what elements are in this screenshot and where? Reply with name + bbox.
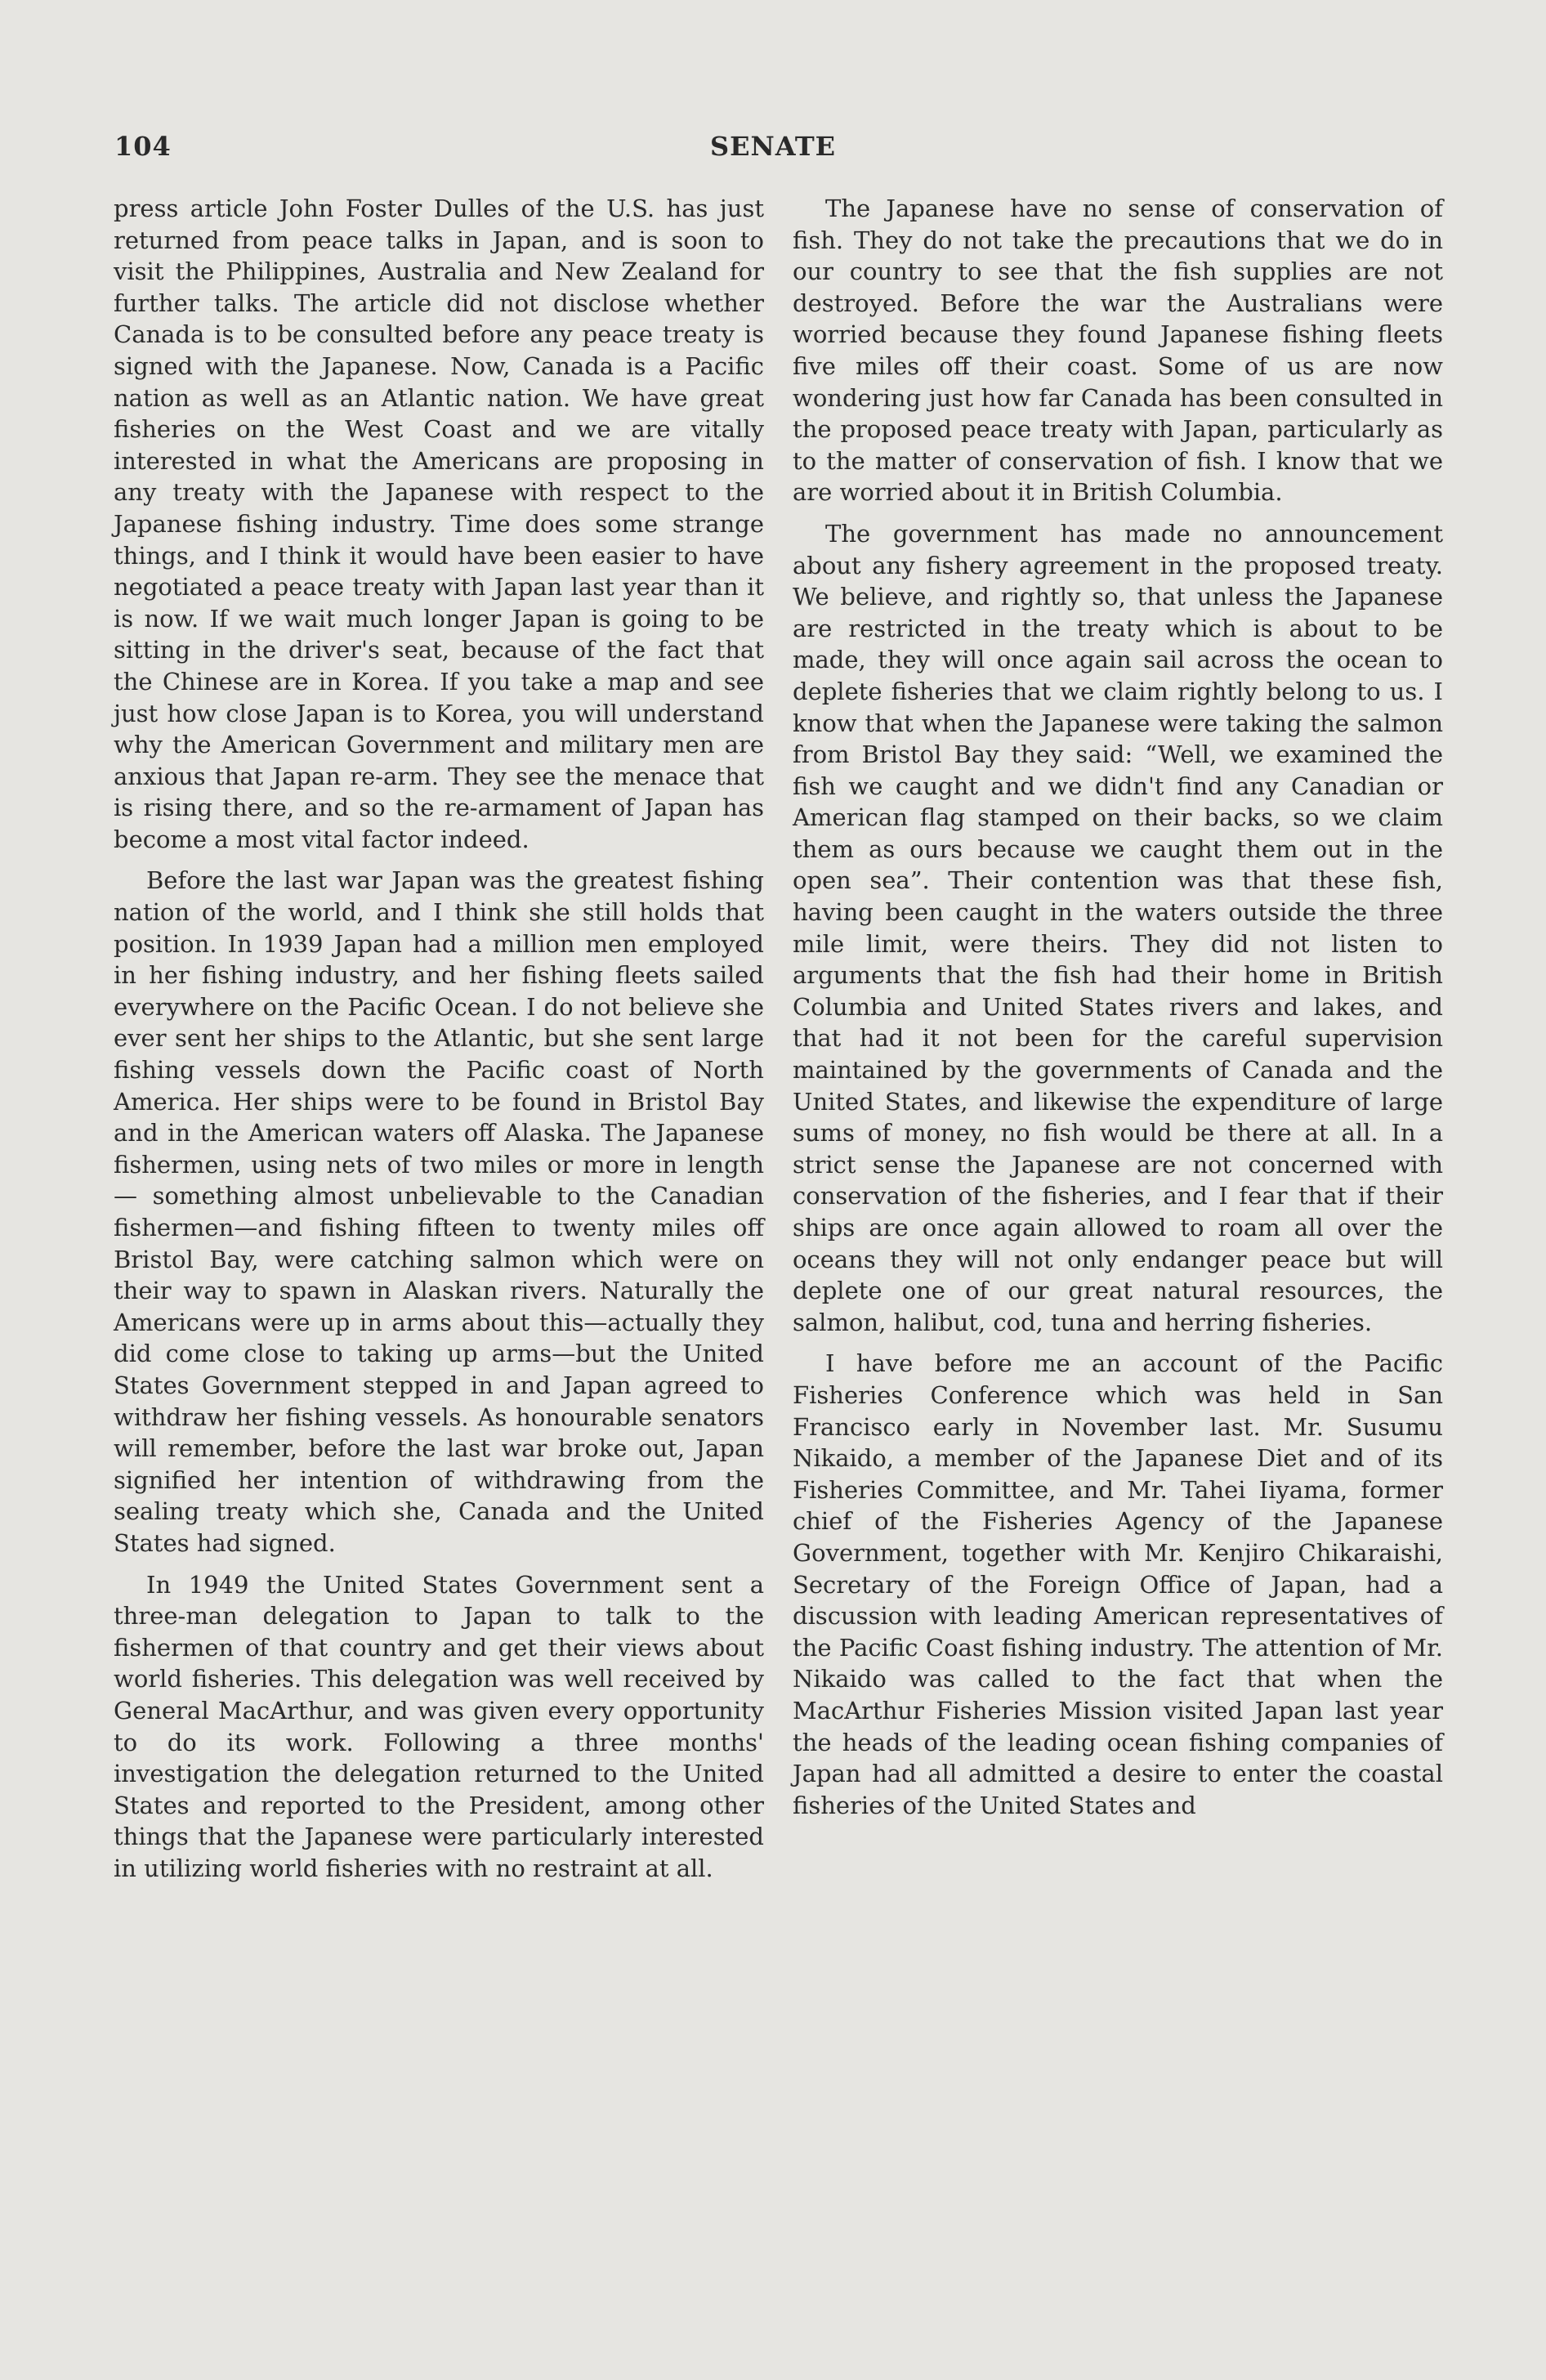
paragraph: press article John Foster Dulles of the U.S. has just returned from peace talks in Japan, and is soon to visit the Philippines, Australia and New Zealand for further talks. The article did not disclose whether Canada is to be consulted before any peace treaty is signed with the Japanese. Now, Canada is a Pacific nation as well as an Atlantic nation. We have great fisheries on the West Coast and we are vitally interested in what the Americans are proposing in any treaty with the Japanese with respect to the Japanese fishing industry. Time does some strange things, and I think it would have been easier to have negotiated a peace treaty with Japan last year than it is now. If we wait much longer Japan is going to be sitting in the driver's seat, because of the fact that the Chinese are in Korea. If you take a map and see just how close Japan is to Korea, you will understand why the American Government and military men are anxious that Japan re-arm. They see the menace that is rising there, and so the re-armament of Japan has become a most vital factor indeed. <box>114 195 764 853</box>
paragraph: The government has made no announcement about any fishery agreement in the proposed treaty. We believe, and rightly so, that unless the Japanese are restricted in the treaty which is about to be made, they will once again sail across the ocean to deplete fisheries that we claim rightly belong to us. I know that when the Japanese were taking the salmon from Bristol Bay they said: “Well, we examined the fish we caught and we didn't find any Canadian or American flag stamped on their backs, so we claim them as ours because we caught them out in the open sea”. Their contention was that these fish, having been caught in the waters outside the three mile limit, were theirs. They did not listen to arguments that the fish had their home in British Columbia and United States rivers and lakes, and that had it not been for the careful supervision maintained by the governments of Canada and the United States, and likewise the expenditure of large sums of money, no fish would be there at all. In a strict sense the Japanese are not concerned with conservation of the fisheries, and I fear that if their ships are once again allowed to roam all over the oceans they will not only endanger peace but will deplete one of our great natural resources, the salmon, halibut, cod, tuna and herring fisheries. <box>793 519 1443 1336</box>
paragraph: In 1949 the United States Government sent a three-man delegation to Japan to talk to the fishermen of that country and get their views about world fisheries. This delegation was well received by General MacArthur, and was given every opportunity to do its work. Following a three months' investigation the delegation returned to the United States and reported to the President, among other things that the Japanese were particularly interested in utilizing world fisheries with no restraint at all. <box>114 1570 764 1882</box>
paragraph: Before the last war Japan was the greatest fishing nation of the world, and I think she still holds that position. In 1939 Japan had a million men employed in her fishing industry, and her fishing fleets sailed everywhere on the Pacific Ocean. I do not believe she ever sent her ships to the Atlantic, but she sent large fishing vessels down the Pacific coast of North America. Her ships were to be found in Bristol Bay and in the American waters off Alaska. The Japanese fishermen, using nets of two miles or more in length— something almost unbelievable to the Canadian fishermen—and fishing fifteen to twenty miles off Bristol Bay, were catching salmon which were on their way to spawn in Alaskan rivers. Naturally the Americans were up in arms about this—actually they did come close to taking up arms—but the United States Government stepped in and Japan agreed to withdraw her fishing vessels. As honourable senators will remember, before the last war broke out, Japan signified her intention of withdrawing from the sealing treaty which she, Canada and the United States had signed. <box>114 866 764 1557</box>
right-column <box>793 193 1443 1831</box>
page-number: 104 <box>114 131 172 162</box>
paragraph: I have before me an account of the Pacific Fisheries Conference which was held in San Francisco early in November last. Mr. Susumu Nikaido, a member of the Japanese Diet and of its Fisheries Committee, and Mr. Tahei Iiyama, former chief of the Fisheries Agency of the Japanese Government, together with Mr. Kenjiro Chikaraishi, Secretary of the Foreign Office of Japan, had a discussion with leading American representatives of the Pacific Coast fishing industry. The attention of Mr. Nikaido was called to the fact that when the MacArthur Fisheries Mission visited Japan last year the heads of the leading ocean fishing companies of Japan had all admitted a desire to enter the coastal fisheries of the United States and <box>793 1349 1443 1819</box>
paragraph: The Japanese have no sense of conservation of fish. They do not take the precautions that we do in our country to see that the fish supplies are not destroyed. Before the war the Australians were worried because they found Japanese fishing fleets five miles off their coast. Some of us are now wondering just how far Canada has been consulted in the proposed peace treaty with Japan, particularly as to the matter of conservation of fish. I know that we are worried about it in British Columbia. <box>793 195 1443 507</box>
left-column <box>114 193 764 1894</box>
page-header-title: SENATE <box>709 131 837 162</box>
